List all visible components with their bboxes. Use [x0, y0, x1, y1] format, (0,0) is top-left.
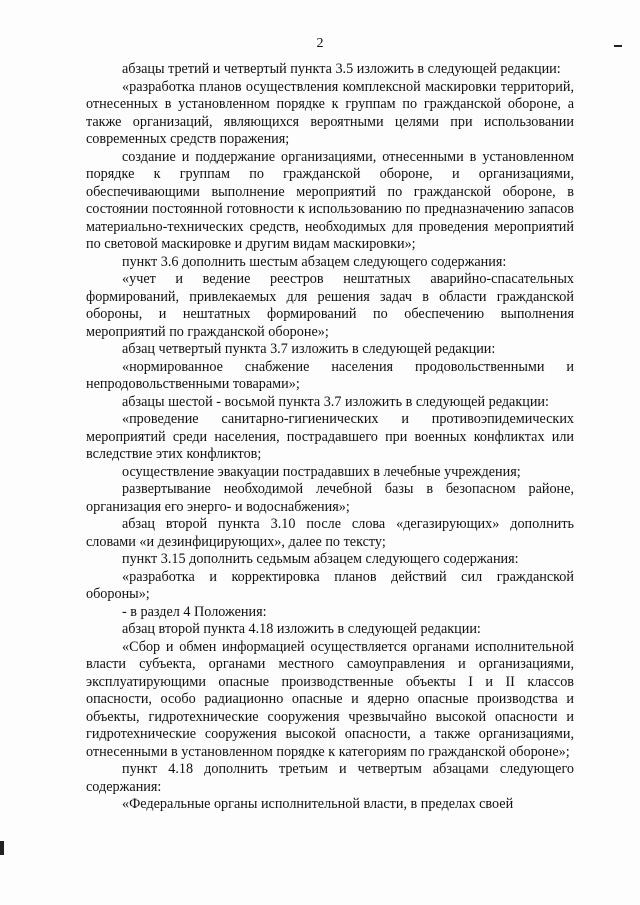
paragraph: - в раздел 4 Положения:	[122, 603, 267, 620]
paragraph: абзац четвертый пункта 3.7 изложить в следующей редакции:	[122, 341, 496, 357]
paragraph: абзац второй пункта 3.10 после слова «дегазирующих» дополнить словами «и дезинфицирующих», далее по тексту;	[86, 516, 574, 550]
paragraph: «Сбор и обмен информацией осуществляется органами исполнительной власти субъекта, органами местного самоуправления и организациями, эксплуатирующими опасные производственные объекты I и II классов опасности, особо радиационно опасные и ядерно опасные производства и объекты, гидротехнические сооружения чрезвычайно высокой опасности и гидротехнические сооружения высокой опасности, а также организациями, отнесенными в установленном порядке к категориям по гражданской обороне»;	[86, 638, 574, 760]
paragraph: «учет и ведение реестров нештатных аварийно-спасательных формирований, привлекаемых для решения задач в области гражданской обороны, и нештатных формирований по обеспечению выполнения мероприятий по гражданской обороне»;	[86, 271, 574, 340]
paragraph: абзацы шестой - восьмой пункта 3.7 изложить в следующей редакции:	[122, 393, 549, 410]
paragraph: «разработка планов осуществления комплексной маскировки территорий, отнесенных в установленном порядке к группам по гражданской обороне, а также организаций, являющихся вероятными целями при использовании современных средств поражения;	[86, 78, 574, 147]
page-number: 2	[316, 36, 324, 51]
document-body	[86, 61, 574, 814]
paragraph: пункт 3.6 дополнить шестым абзацем следующего содержания:	[122, 253, 507, 270]
paragraph: абзац второй пункта 4.18 изложить в следующей редакции:	[122, 621, 481, 637]
paragraph: создание и поддержание организациями, отнесенными в установленном порядке к группам по гражданской обороне, и организациями, обеспечивающими выполнение мероприятий по гражданской обороне, в состоянии постоянной готовности к использованию по предназначению запасов материально-технических средств, необходимых для проведения мероприятий по световой маскировке и другим видам маскировки»;	[86, 148, 574, 252]
paragraph: «разработка и корректировка планов действий сил гражданской обороны»;	[86, 568, 574, 602]
paragraph: пункт 4.18 дополнить третьим и четвертым абзацами следующего содержания:	[86, 761, 574, 795]
paragraph: осуществление эвакуации пострадавших в лечебные учреждения;	[122, 463, 521, 480]
paragraph: «Федеральные органы исполнительной власти, в пределах своей	[122, 796, 514, 812]
scan-artifact	[0, 841, 4, 855]
paragraph: абзацы третий и четвертый пункта 3.5 изложить в следующей редакции:	[122, 61, 561, 77]
scan-artifact	[614, 45, 622, 47]
paragraph: пункт 3.15 дополнить седьмым абзацем следующего содержания:	[122, 551, 519, 567]
paragraph: «нормированное снабжение населения продовольственными и непродовольственными товарами»;	[86, 358, 574, 392]
paragraph: развертывание необходимой лечебной базы в безопасном районе, организация его энерго- и водоснабжения»;	[86, 481, 574, 515]
paragraph: «проведение санитарно-гигиенических и противоэпидемических мероприятий среди населения, пострадавшего при военных конфликтах или вследствие этих конфликтов;	[86, 411, 574, 462]
